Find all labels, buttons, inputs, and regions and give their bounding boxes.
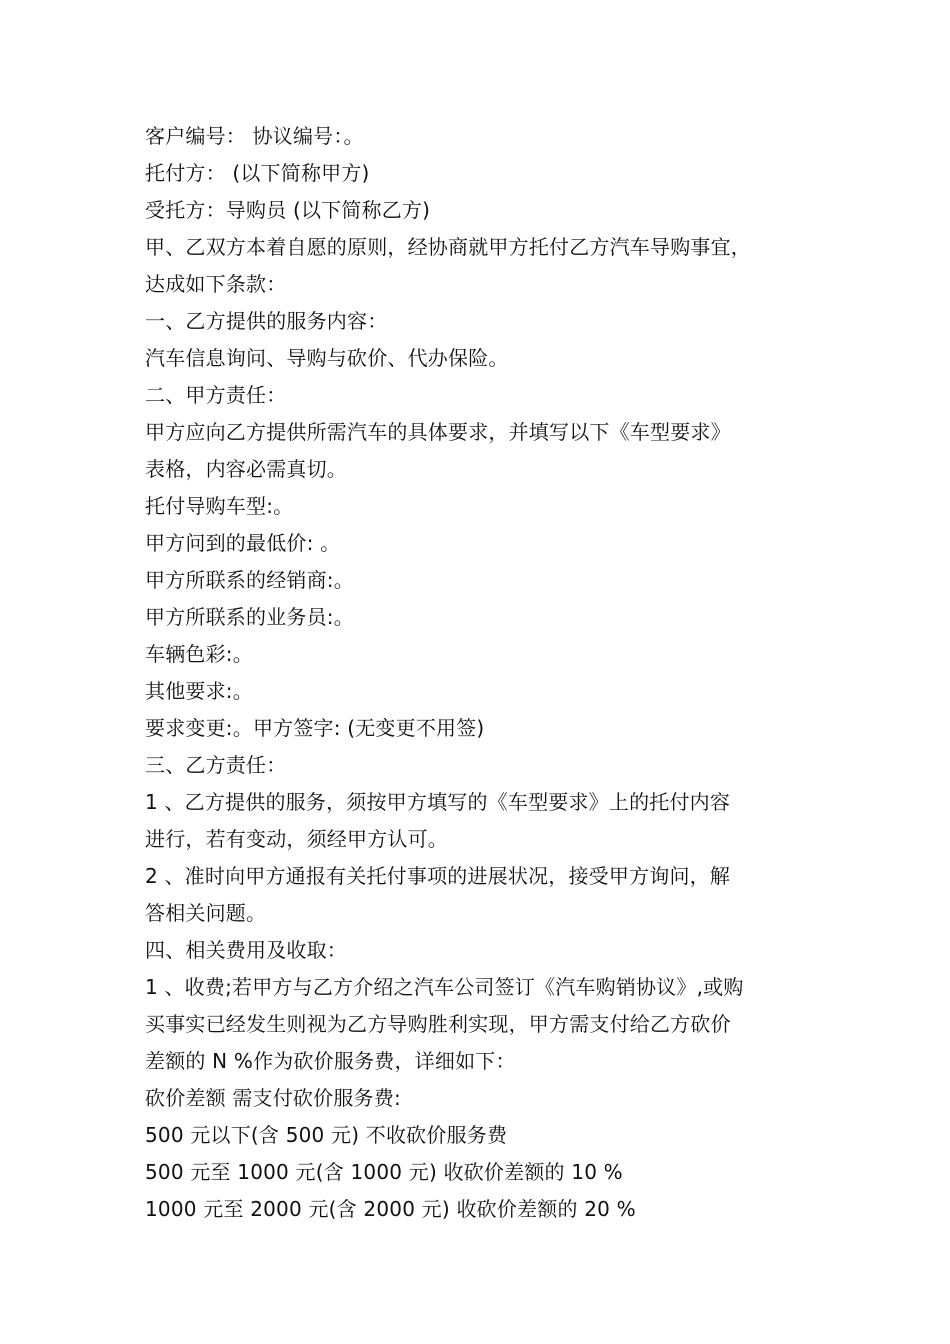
text-line: 托付导购车型:。 xyxy=(145,494,294,518)
text-line: 客户编号： 协议编号：。 xyxy=(145,124,364,148)
text-line: 二、甲方责任： xyxy=(145,383,287,407)
text-line: 托付方： (以下简称甲方) xyxy=(145,161,370,185)
text-line: 砍价差额 需支付砍价服务费: xyxy=(145,1086,401,1110)
text-line: 差额的 N %作为砍价服务费，详细如下： xyxy=(145,1049,516,1073)
text-line: 达成如下条款： xyxy=(145,272,287,296)
text-line: 表格，内容必需真切。 xyxy=(145,457,347,481)
text-line: 要求变更:。甲方签字: (无变更不用签) xyxy=(145,716,485,740)
text-line: 2 、准时向甲方通报有关托付事项的进展状况，接受甲方询问，解 xyxy=(145,864,731,888)
text-line: 甲、乙双方本着自愿的原则，经协商就甲方托付乙方汽车导购事宜， xyxy=(145,235,751,259)
text-line: 答相关问题。 xyxy=(145,901,267,925)
text-line: 一、乙方提供的服务内容： xyxy=(145,309,388,333)
text-line: 500 元至 1000 元(含 1000 元) 收砍价差额的 10 % xyxy=(145,1160,623,1184)
text-line: 500 元以下(含 500 元) 不收砍价服务费 xyxy=(145,1123,508,1147)
text-line: 甲方应向乙方提供所需汽车的具体要求，并填写以下《车型要求》 xyxy=(145,420,731,444)
text-line: 买事实已经发生则视为乙方导购胜利实现，甲方需支付给乙方砍价 xyxy=(145,1012,731,1036)
text-line: 车辆色彩:。 xyxy=(145,642,253,666)
text-line: 其他要求:。 xyxy=(145,679,253,703)
document-body xyxy=(145,118,835,1228)
text-line: 甲方所联系的经销商:。 xyxy=(145,568,354,592)
text-line: 甲方问到的最低价: 。 xyxy=(145,531,341,555)
text-line: 1 、收费;若甲方与乙方介绍之汽车公司签订《汽车购销协议》,或购 xyxy=(145,975,744,999)
text-line: 1000 元至 2000 元(含 2000 元) 收砍价差额的 20 % xyxy=(145,1197,636,1221)
text-line: 1 、乙方提供的服务，须按甲方填写的《车型要求》上的托付内容 xyxy=(145,790,731,814)
text-line: 四、相关费用及收取： xyxy=(145,938,347,962)
text-line: 受托方：导购员 (以下简称乙方) xyxy=(145,198,431,222)
text-line: 三、乙方责任： xyxy=(145,753,287,777)
text-line: 汽车信息询问、导购与砍价、代办保险。 xyxy=(145,346,509,370)
text-line: 甲方所联系的业务员:。 xyxy=(145,605,354,629)
text-line: 进行，若有变动，须经甲方认可。 xyxy=(145,827,448,851)
